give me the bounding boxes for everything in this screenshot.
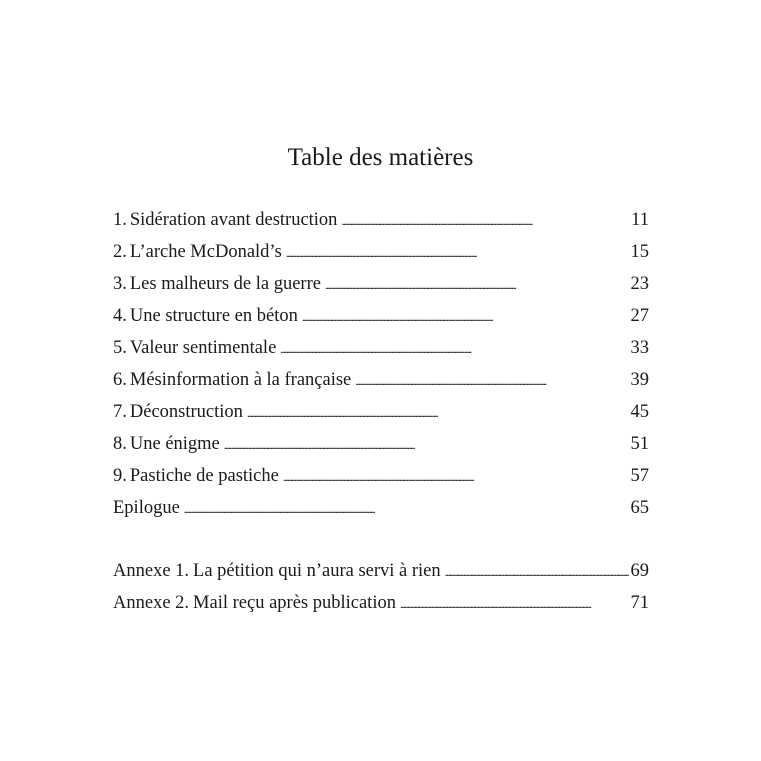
toc-entry-page: 69: [630, 561, 649, 581]
dot-leader: [184, 498, 629, 518]
dot-leader: [445, 561, 629, 581]
toc-annex-number: Annexe 1.: [113, 561, 190, 581]
toc-entry-page: 27: [630, 306, 649, 326]
toc-entry-title: Une structure en béton: [129, 306, 298, 326]
toc-entry-number: 1.: [113, 210, 127, 230]
page-title: Table des matières: [287, 144, 474, 171]
dot-leader: [302, 306, 629, 326]
section-spacer: [113, 526, 649, 557]
toc-entry[interactable]: [113, 366, 649, 398]
toc-entry-page: 33: [630, 338, 649, 358]
toc-entry[interactable]: [113, 206, 649, 238]
dot-leader: [355, 370, 628, 390]
toc-entry-title: Epilogue: [113, 498, 180, 518]
dot-leader: [400, 593, 629, 613]
dot-leader: [247, 402, 629, 422]
toc-entry[interactable]: [113, 302, 649, 334]
toc-entry-title: Les malheurs de la guerre: [129, 274, 321, 294]
dot-leader: [341, 210, 629, 230]
toc-entry-page: 51: [630, 434, 649, 454]
toc-entry-title: Une énigme: [129, 434, 220, 454]
toc-entry-number: 5.: [113, 338, 127, 358]
toc-entry-number: 2.: [113, 242, 127, 262]
toc-entry-page: 65: [630, 498, 649, 518]
toc-annex-entry[interactable]: [113, 589, 649, 621]
toc-entry-page: 11: [631, 210, 649, 230]
toc-entry[interactable]: [113, 430, 649, 462]
toc-entry[interactable]: [113, 238, 649, 270]
toc-entry-page: 15: [630, 242, 649, 262]
toc-entry[interactable]: [113, 334, 649, 366]
toc-entry-title: L’arche McDonald’s: [129, 242, 282, 262]
toc-entry-page: 39: [630, 370, 649, 390]
toc-entry[interactable]: [113, 270, 649, 302]
toc-annex-number: Annexe 2.: [113, 593, 190, 613]
toc-entry-title: Déconstruction: [129, 402, 243, 422]
toc-entry-number: 8.: [113, 434, 127, 454]
dot-leader: [283, 466, 629, 486]
toc-annex-entry[interactable]: [113, 557, 649, 589]
dot-leader: [280, 338, 628, 358]
toc-entry-page: 71: [630, 593, 649, 613]
dot-leader: [325, 274, 629, 294]
toc-entry-number: 7.: [113, 402, 127, 422]
toc-entry-number: 4.: [113, 306, 127, 326]
toc-entry-number: 3.: [113, 274, 127, 294]
toc-entry-title: La pétition qui n’aura servi à rien: [193, 561, 441, 581]
toc-entry-title: Mésinformation à la française: [129, 370, 352, 390]
toc-entry-number: 9.: [113, 466, 127, 486]
toc-entry-title: Mail reçu après publication: [193, 593, 396, 613]
toc-entry-page: 23: [630, 274, 649, 294]
toc-entry-epilogue[interactable]: [113, 494, 649, 526]
toc-entry[interactable]: [113, 462, 649, 494]
toc-entry-title: Pastiche de pastiche: [129, 466, 279, 486]
toc-entry-title: Valeur sentimentale: [129, 338, 277, 358]
toc-entry-page: 57: [630, 466, 649, 486]
toc-entry-page: 45: [630, 402, 649, 422]
toc-entry-number: 6.: [113, 370, 127, 390]
dot-leader: [286, 242, 629, 262]
table-of-contents: [113, 206, 649, 621]
dot-leader: [224, 434, 629, 454]
toc-entry[interactable]: [113, 398, 649, 430]
toc-entry-title: Sidération avant destruction: [129, 210, 338, 230]
